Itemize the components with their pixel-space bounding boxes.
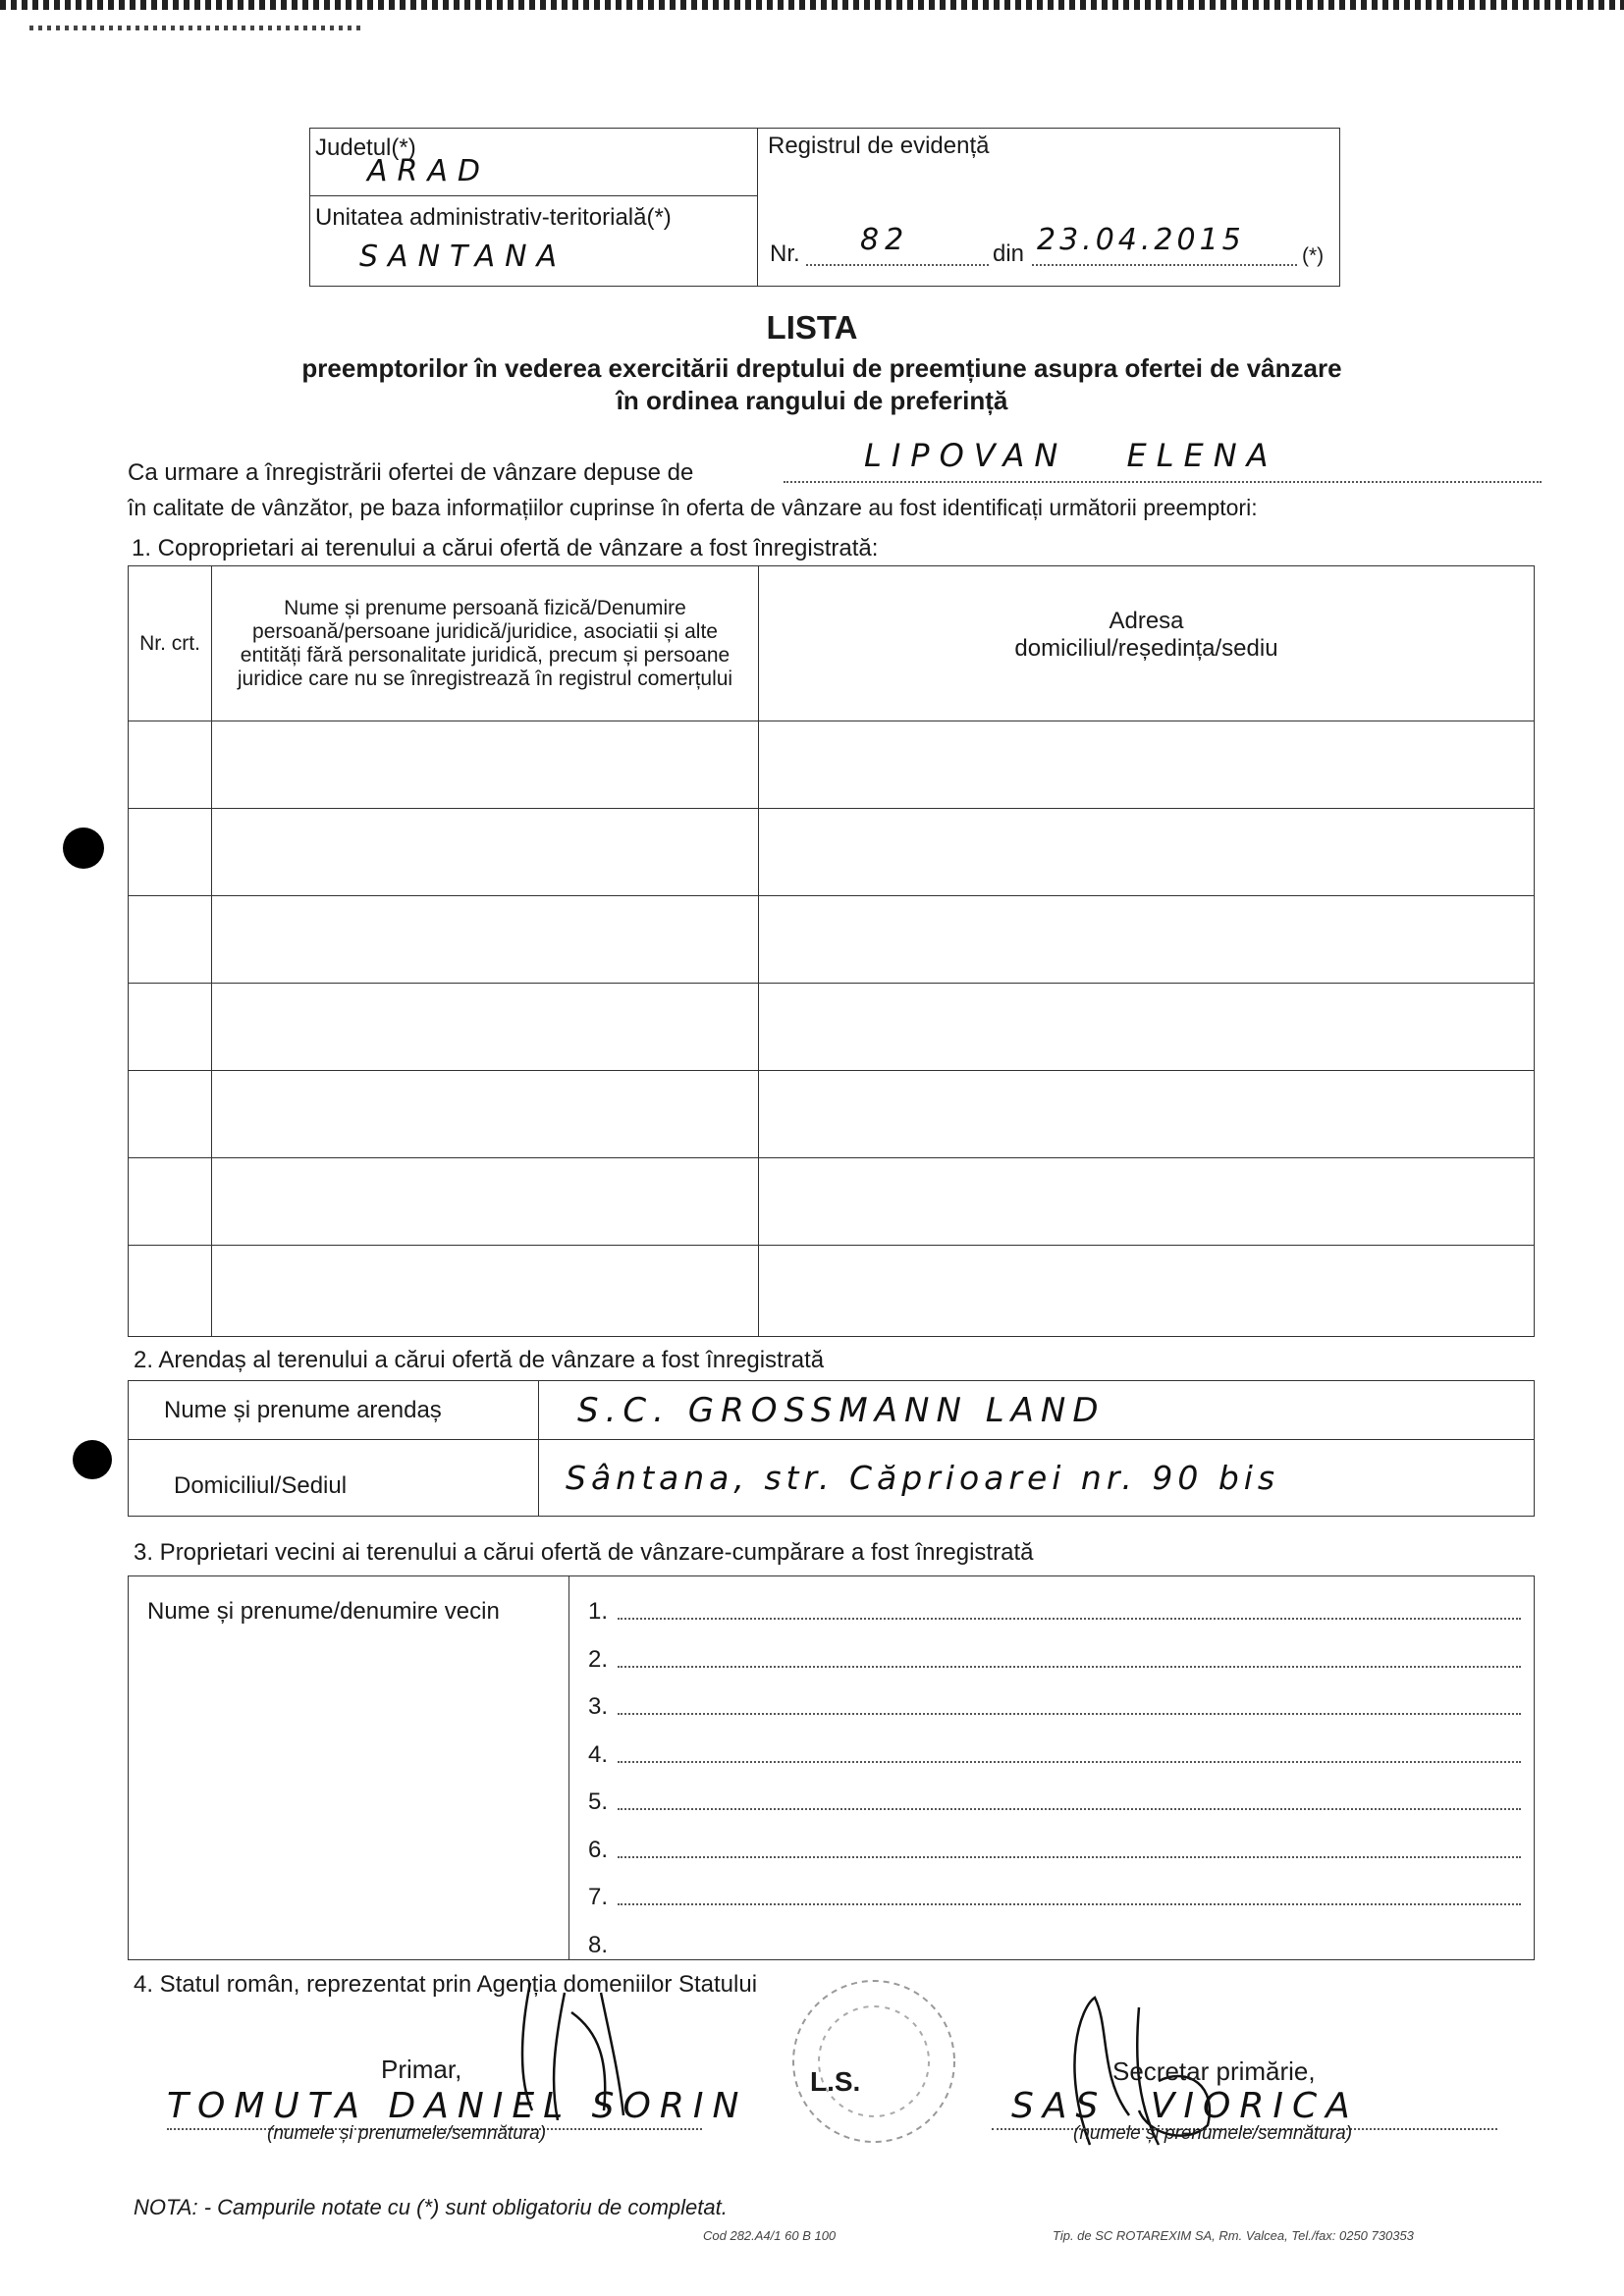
scan-edge-marks xyxy=(0,0,1624,10)
neighbors-label: Nume și prenume/denumire vecin xyxy=(147,1598,500,1625)
neighbor-line-3[interactable] xyxy=(588,1693,1521,1741)
seller-dots xyxy=(784,477,1542,483)
coowners-header-row xyxy=(129,566,1535,721)
col-name: Nume și prenume persoană fizică/Denumire persoană/persoane juridică/juridice, asociatii și alte entități fără personalitate juridică, precum și persoane juridice care nu se înregistrează în registrul comerțului xyxy=(212,566,759,721)
table-row xyxy=(129,984,1535,1071)
date-dots xyxy=(1032,258,1297,266)
table-cell[interactable] xyxy=(129,809,212,896)
intro-line-2: în calitate de vânzător, pe baza informațiilor cuprinse în oferta de vânzare au fost identificați următorii preemptori: xyxy=(128,495,1258,520)
tenant-name-cell[interactable] xyxy=(539,1381,1535,1440)
section-1-title: 1. Coproprietari ai terenului a cărui ofertă de vânzare a fost înregistrată: xyxy=(132,535,879,561)
table-cell[interactable] xyxy=(129,721,212,809)
primar-signature-icon xyxy=(511,1973,648,2120)
section-4-title: 4. Statul român, reprezentat prin Agenția domeniilor Statului xyxy=(134,1971,758,1998)
neighbors-label-cell xyxy=(129,1576,569,1959)
footer-printer: Tip. de SC ROTAREXIM SA, Rm. Valcea, Tel./fax: 0250 730353 xyxy=(1053,2228,1414,2243)
nr-label: Nr. xyxy=(770,240,800,267)
col-address-line-1: Adresa xyxy=(1109,608,1184,634)
table-cell[interactable] xyxy=(212,721,759,809)
table-cell[interactable] xyxy=(212,984,759,1071)
ls-seal-label: L.S. xyxy=(810,2066,861,2097)
intro-line-1: Ca urmare a înregistrării ofertei de vânzare depuse de xyxy=(128,459,694,486)
primar-label: Primar, xyxy=(381,2055,462,2084)
neighbor-number: 7. xyxy=(588,1884,609,1910)
section-3-title: 3. Proprietari vecini ai terenului a cărui ofertă de vânzare-cumpărare a fost înregistrată xyxy=(134,1539,1034,1566)
official-stamp-icon xyxy=(761,1973,987,2150)
date-required-marker: (*) xyxy=(1302,244,1325,267)
neighbor-number: 5. xyxy=(588,1789,609,1815)
doc-subtitle-2: în ordinea rangului de preferință xyxy=(616,386,1008,415)
header-box xyxy=(309,128,1340,287)
table-cell[interactable] xyxy=(129,1071,212,1158)
scan-edge-marks-2 xyxy=(29,26,363,30)
neighbor-line-7[interactable] xyxy=(588,1884,1521,1932)
uat-value: SANTANA xyxy=(359,240,568,274)
table-cell[interactable] xyxy=(129,896,212,984)
table-cell[interactable] xyxy=(759,984,1535,1071)
section-2-title: 2. Arendaș al terenului a cărui ofertă de vânzare a fost înregistrată xyxy=(134,1347,825,1373)
judet-cell xyxy=(310,129,758,196)
doc-title: LISTA xyxy=(766,309,858,346)
tenant-address-row xyxy=(129,1440,1535,1517)
table-row xyxy=(129,1158,1535,1246)
neighbor-line-4[interactable] xyxy=(588,1741,1521,1789)
table-cell[interactable] xyxy=(759,1246,1535,1337)
uat-label: Unitatea administrativ-teritorială(*) xyxy=(315,204,672,231)
neighbor-number: 8. xyxy=(588,1931,609,1958)
table-cell[interactable] xyxy=(212,1246,759,1337)
table-cell[interactable] xyxy=(759,721,1535,809)
secretar-name: SAS VIORICA xyxy=(1011,2086,1359,2126)
neighbor-number: 2. xyxy=(588,1645,609,1673)
table-cell[interactable] xyxy=(212,809,759,896)
table-cell[interactable] xyxy=(129,984,212,1071)
tenant-table xyxy=(128,1380,1535,1517)
table-cell[interactable] xyxy=(759,809,1535,896)
neighbors-box xyxy=(128,1575,1535,1960)
uat-cell xyxy=(310,196,758,286)
seller-name: LIPOVAN ELENA xyxy=(864,437,1278,474)
table-cell[interactable] xyxy=(212,896,759,984)
tenant-name-label: Nume și prenume arendaș xyxy=(129,1381,539,1440)
col-address-line-2: domiciliul/reședința/sediu xyxy=(1014,635,1278,662)
nr-value: 82 xyxy=(860,223,910,257)
table-cell[interactable] xyxy=(212,1071,759,1158)
hole-punch-2 xyxy=(73,1440,112,1479)
secretar-caption: (numele și prenumele/semnătura) xyxy=(1073,2123,1353,2144)
neighbor-line-6[interactable] xyxy=(588,1837,1521,1885)
footer-nota: NOTA: - Campurile notate cu (*) sunt obligatoriu de completat. xyxy=(134,2195,728,2219)
primar-caption: (numele și prenumele/semnătura) xyxy=(267,2123,547,2144)
table-cell[interactable] xyxy=(759,896,1535,984)
table-cell[interactable] xyxy=(759,1071,1535,1158)
coowners-table xyxy=(128,565,1535,1337)
table-row xyxy=(129,809,1535,896)
table-row xyxy=(129,1246,1535,1337)
judet-label: Judetul(*) xyxy=(315,134,416,161)
col-nr-crt: Nr. crt. xyxy=(129,566,212,721)
date-value: 23.04.2015 xyxy=(1037,223,1245,257)
neighbor-line-2[interactable] xyxy=(588,1646,1521,1694)
doc-subtitle-1: preemptorilor în vederea exercitării dreptului de preemțiune asupra ofertei de vânzare xyxy=(301,353,1342,383)
table-cell[interactable] xyxy=(212,1158,759,1246)
tenant-name-row xyxy=(129,1381,1535,1440)
table-row xyxy=(129,721,1535,809)
table-row xyxy=(129,896,1535,984)
tenant-address-label: Domiciliul/Sediul xyxy=(129,1440,539,1517)
nr-dots xyxy=(806,258,989,266)
hole-punch-1 xyxy=(63,828,104,869)
registru-label: Registrul de evidență xyxy=(768,133,990,159)
table-cell[interactable] xyxy=(759,1158,1535,1246)
tenant-address-cell[interactable] xyxy=(539,1440,1535,1517)
judet-value: ARAD xyxy=(367,154,490,188)
neighbor-line-1[interactable] xyxy=(588,1598,1521,1646)
primar-name: TOMUTA DANIEL SORIN xyxy=(167,2086,748,2126)
tenant-name-value: S.C. GROSSMANN LAND xyxy=(577,1390,1106,1430)
din-label: din xyxy=(993,240,1025,267)
neighbor-number: 6. xyxy=(588,1836,609,1863)
footer-code: Cod 282.A4/1 60 B 100 xyxy=(703,2228,837,2243)
neighbor-number: 1. xyxy=(588,1598,609,1625)
neighbor-number: 4. xyxy=(588,1740,609,1768)
table-cell[interactable] xyxy=(129,1246,212,1337)
col-address xyxy=(759,566,1535,721)
neighbor-line-5[interactable] xyxy=(588,1789,1521,1837)
neighbor-line-8[interactable] xyxy=(588,1932,1521,1957)
tenant-address-value: Sântana, str. Căprioarei nr. 90 bis xyxy=(566,1459,1280,1497)
neighbor-number: 3. xyxy=(588,1693,609,1720)
table-cell[interactable] xyxy=(129,1158,212,1246)
neighbors-list xyxy=(588,1598,1521,1957)
table-row xyxy=(129,1071,1535,1158)
secretar-label: Secretar primărie, xyxy=(1112,2056,1316,2086)
